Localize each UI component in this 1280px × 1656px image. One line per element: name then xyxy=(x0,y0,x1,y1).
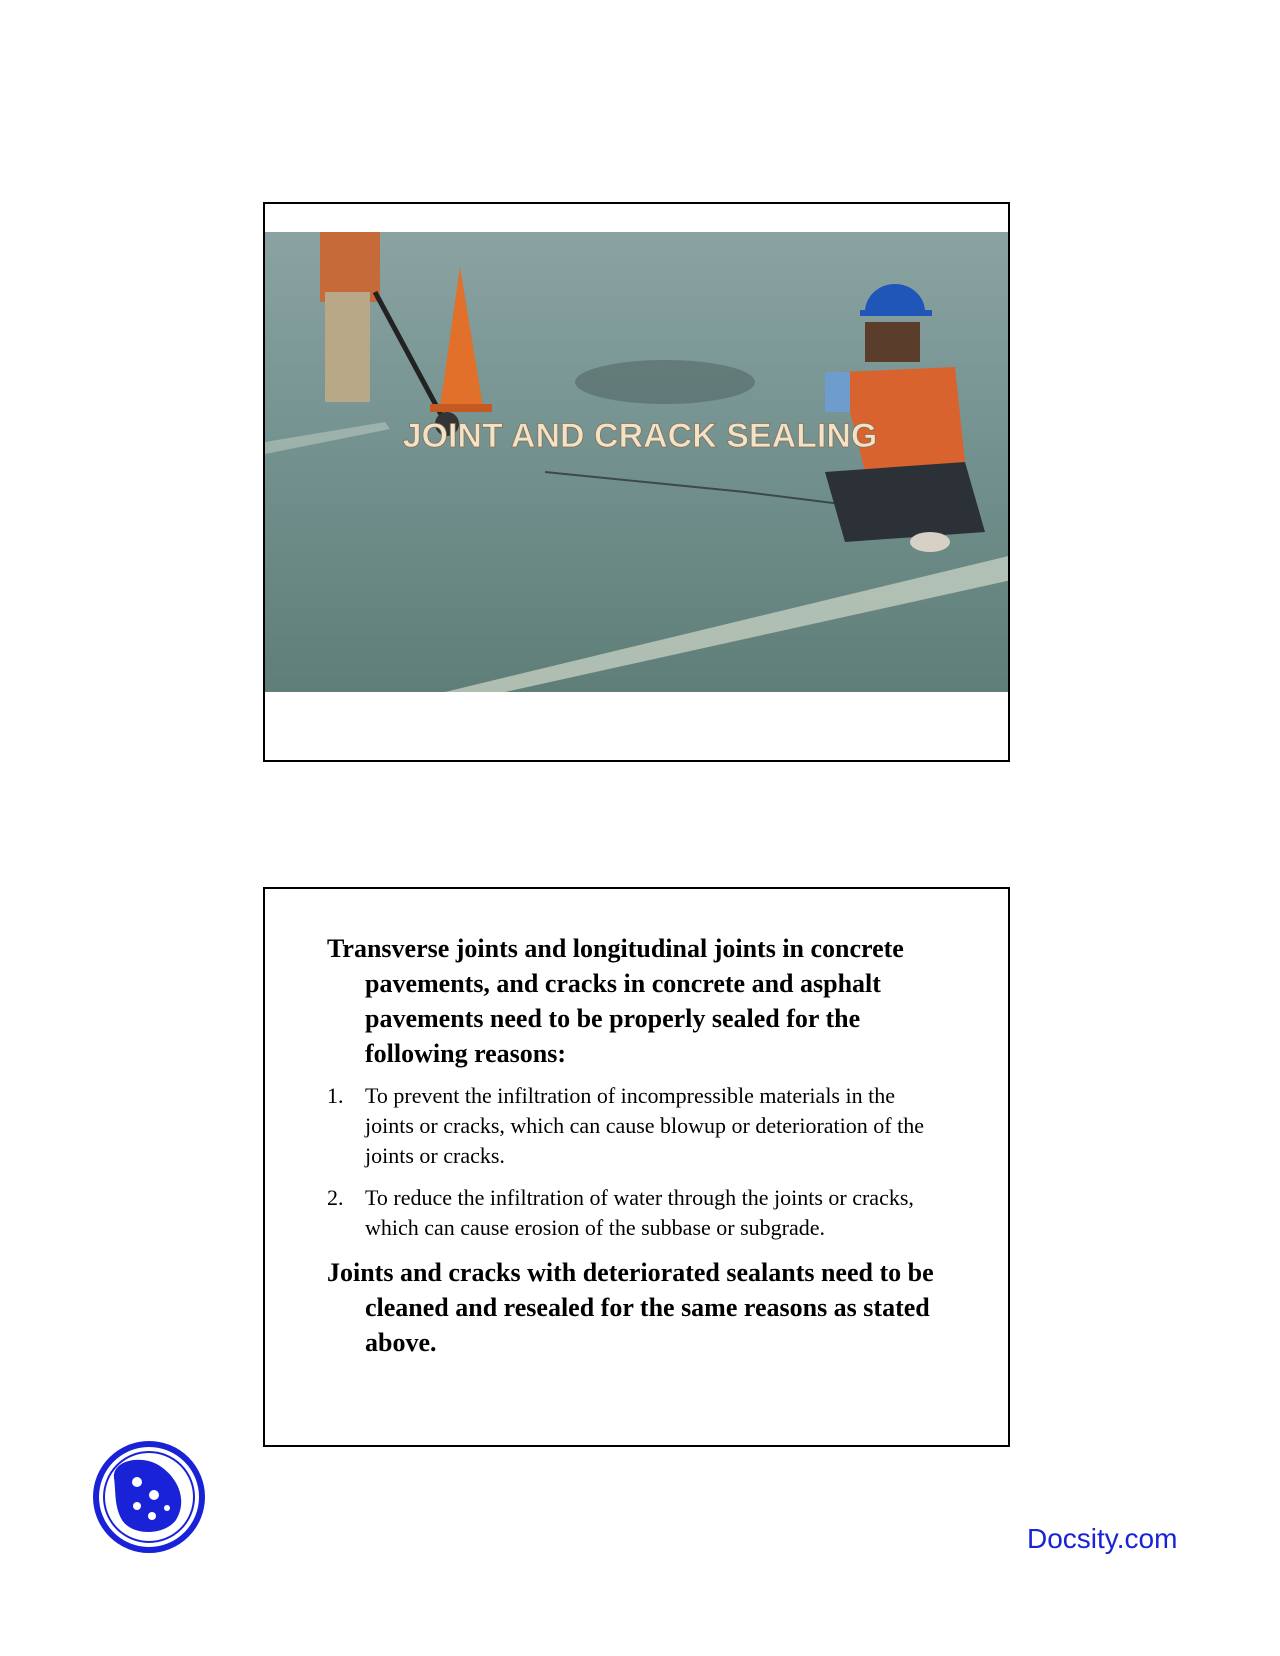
conclusion-paragraph: Joints and cracks with deteriorated sealants need to be cleaned and resealed for the same reasons as stated above. xyxy=(327,1258,934,1357)
slide-2-body xyxy=(327,931,947,1360)
list-text: To prevent the infiltration of incompressible materials in the joints or cracks, which can cause blowup or deterioration of the joints or cracks. xyxy=(365,1083,924,1168)
reasons-list xyxy=(327,1081,947,1243)
list-number: 1. xyxy=(327,1083,344,1108)
list-text: To reduce the infiltration of water through the joints or cracks, which can cause erosion of the subbase or subgrade. xyxy=(365,1185,914,1240)
list-number: 2. xyxy=(327,1185,344,1210)
intro-paragraph: Transverse joints and longitudinal joints in concrete pavements, and cracks in concrete and asphalt pavements need to be properly sealed for the following reasons: xyxy=(327,934,904,1068)
docsity-link[interactable]: Docsity.com xyxy=(1027,1523,1178,1554)
slide-1 xyxy=(263,202,1010,762)
docsity-logo-icon xyxy=(92,1440,206,1554)
slide-2 xyxy=(263,887,1010,1447)
photo-title: JOINT AND CRACK SEALING xyxy=(402,417,878,455)
list-item xyxy=(327,1081,947,1171)
list-item xyxy=(327,1183,947,1243)
road-work-photo xyxy=(265,232,1008,692)
